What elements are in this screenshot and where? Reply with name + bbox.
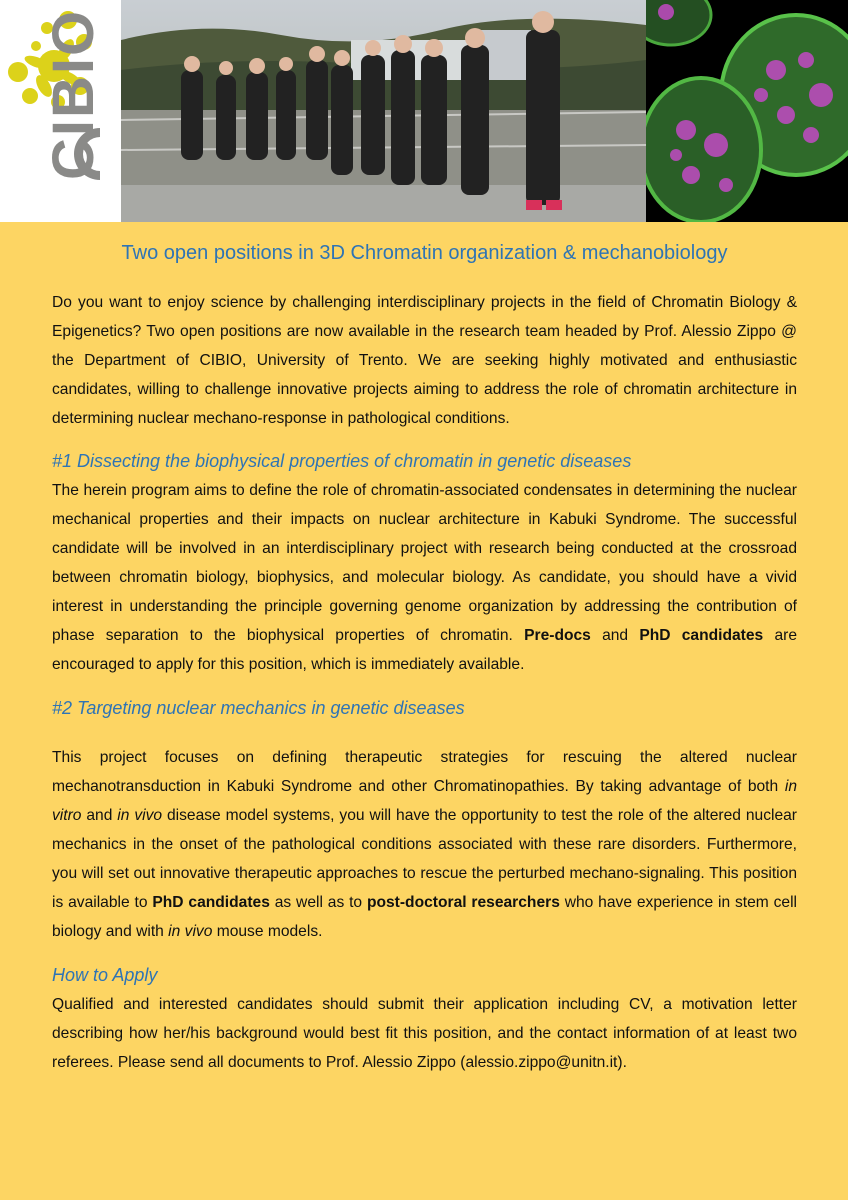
phd-emphasis: PhD candidates <box>152 894 270 911</box>
position2-text: mouse models. <box>212 923 323 940</box>
logo-wordmark: CIBIO <box>41 8 106 180</box>
team-photo-image <box>121 0 646 222</box>
position2-text: disease model systems, you will have the opportunity to test the role of the altered nuclear mechanics in the onset of the pathological conditions associated with these rare disorders. Furthermore, you will set out innovative therapeutic approaches to rescue the perturbed mechano-signaling. This position is available to <box>52 807 798 911</box>
intro-paragraph: Do you want to enjoy science by challenging interdisciplinary projects in the field of Chromatin Biology & Epigenetics? Two open positions are now available in the research team headed by Prof. Alessio Zippo @ the Department of CIBIO, University of Trento. We are seeking highly motivated and enthusiastic candidates, willing to challenge innovative projects aiming to address the role of chromatin architecture in determining nuclear mechano-response in pathological conditions. <box>52 294 797 427</box>
apply-heading: How to Apply <box>52 965 158 985</box>
phd-emphasis: PhD candidates <box>639 627 764 644</box>
position1-text: and <box>590 627 640 644</box>
header-banner <box>0 0 848 222</box>
postdoc-emphasis: post-doctoral researchers <box>366 894 560 911</box>
microscopy-image <box>646 0 848 222</box>
apply-paragraph: Qualified and interested candidates should submit their application including CV, a motivation letter describing how her/his background would best fit this position, and the contact information of at least two referees. Please send all documents to Prof. Alessio Zippo (alessio.zippo@unitn.it). <box>52 996 797 1071</box>
position2-text: and <box>81 807 118 824</box>
team-photo <box>121 0 646 222</box>
position1-text: The herein program aims to define the role of chromatin-associated condensates in determining the nuclear mechanical properties and their impacts on nuclear architecture in Kabuki Syndrome. The successful candidate will be involved in an interdisciplinary project with research being conducted at the crossroad between chromatin biology, biophysics, and molecular biology. As candidate, you should have a vivid interest in understanding the principle governing genome organization by addressing the contribution of phase separation to the biophysical properties of chromatin. <box>52 482 797 644</box>
in-vivo-emphasis: in vivo <box>117 807 163 824</box>
position1-heading: #1 Dissecting the biophysical properties of chromatin in genetic diseases <box>52 451 632 471</box>
position2-text: who have experience in stem cell biology and with <box>52 894 798 940</box>
job-posting <box>52 240 797 1077</box>
in-vitro-emphasis: in vitro <box>52 778 797 824</box>
position2-heading: #2 Targeting nuclear mechanics in genetic diseases <box>52 698 465 718</box>
position1-paragraph <box>52 476 797 679</box>
position1-text: are encouraged to apply for this position, which is immediately available. <box>52 627 798 673</box>
predocs-emphasis: Pre-docs <box>524 627 591 644</box>
in-vivo-emphasis: in vivo <box>168 923 213 940</box>
nuclei-image <box>646 0 848 222</box>
cibio-logo <box>0 0 121 222</box>
position2-text: This project focuses on defining therapeutic strategies for rescuing the altered nuclear mechanotransduction in Kabuki Syndrome and other Chromatinopathies. By taking advantage of both <box>52 749 797 795</box>
position2-text: as well as to <box>269 894 367 911</box>
position2-paragraph <box>52 743 797 946</box>
page-title: Two open positions in 3D Chromatin organization & mechanobiology <box>121 242 728 264</box>
